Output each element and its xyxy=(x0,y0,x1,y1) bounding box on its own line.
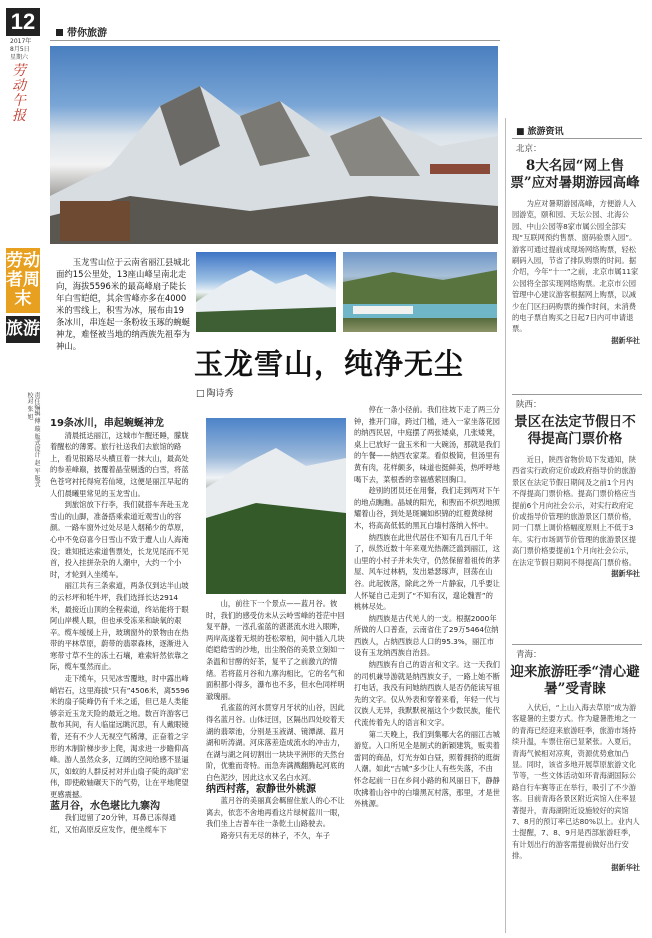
news-divider xyxy=(512,394,642,395)
section-divider xyxy=(50,40,500,41)
subheading-blue-moon-valley: 蓝月谷，水色堪比九寨沟 xyxy=(50,800,160,812)
editor-credits: 责任编辑 傅 璇 版式设计 赵 军 版式校对 张 旭 xyxy=(26,392,40,488)
paragraph: 丽江共有三条索道，两条仅到达半山坡的云杉坪和牦牛坪，我们选择长达2914米，最接近山顶的全程索道，终站能将于眼阿山岸模人眼，但也承受冻来和缺氧的艰辛。缆车缓缓上升，玻璃窗外的景物由在热带的平林草原，蔚带的翡翠森林，逐渐进入寒带寸草不生的冻土石壤，难索轩然依靠之际，缆车戛然而止。 xyxy=(50,581,189,672)
photo-forest-mountain xyxy=(206,418,346,594)
news-location-qinghai: 青海： xyxy=(516,650,542,660)
news-divider xyxy=(512,644,642,645)
issue-date xyxy=(10,38,40,62)
photo-blue-moon-valley xyxy=(343,252,497,332)
news-text: 入伏后，“上山入海去草原”成为游客避暑的主要方式。作为避暑胜地之一的青海已经迎来旅游旺季，旅游市场持续升温，车票住宿已显紧张。入夏后，青海气候相对凉爽，资源优势愈加凸显。同时，该省多地开展草原旅游文化节等，一些文体活动如环青海湖国际公路自行车赛等正在举行，吸引了不少游客。目前青海各景区附近宾馆入住率显著提升，青海湖附近设施较好的宾馆7、8月的预订率已达80%以上。业内人士提醒，7、8、9月是西部旅游旺季，有计划出行的游客需提前做好出行安排。 xyxy=(512,703,640,861)
news-source: 据新华社 xyxy=(611,335,640,345)
subheading-naxi-village: 纳西村落，寂静世外桃源 xyxy=(206,783,316,795)
article-column-3 xyxy=(354,404,500,810)
news-location-beijing: 北京： xyxy=(516,144,542,154)
paragraph: 第二天晚上，我们到集哪大名的丽江古城游览。入口所见全是制式的新颖建筑，贩卖着雷同的商品，灯光夯如白昼，照着拥挤的逛街人潮。如此“古城”多少让人有些失落，不由怀念起前一日在乡间小路的和风丽日下，静静吹拂着山谷中的白墙黑瓦村落，那里，才是世外桃源。 xyxy=(354,729,500,809)
news-location-shaanxi: 陕西： xyxy=(516,400,542,410)
mountain-illustration xyxy=(50,46,498,244)
news-headline-beijing: 8大名园“网上售票”应对暑期游园高峰 xyxy=(510,158,640,191)
paragraph: 到旅馆放下行李，我们就搭车奔赴玉龙雪山的山脚，准备搭乘索道近观雪山的容颜。一路车窗外过处尽是人烟稀少的草原，心中不免窃喜今日雪山不致于遭人山人海淹没；谁知抵达索道售票处，长龙见尾而不见首，投入挂拼杂杂的人潮中，大约一个小时，才轮到入坐缆车。 xyxy=(50,500,189,579)
news-divider xyxy=(512,138,642,139)
main-photo-jade-dragon-snow-mountain xyxy=(50,46,498,244)
column-divider xyxy=(505,118,506,933)
news-headline-shaanxi: 景区在法定节假日不得提高门票价格 xyxy=(514,414,636,447)
paragraph: 纳西族是古代羌人的一支。根据2000年所做的人口普查，云南省住了29万5464位纳西族人，占纳西族总人口的95.3%，丽江市设有玉龙纳西族自治县。 xyxy=(354,613,499,658)
main-headline: 玉龙雪山，纯净无尘 xyxy=(194,347,465,381)
paragraph: 纳西族有自己的语言和文字。这一天我们的司机兼导游就是纳西族女子，一路上她不断打电话，我没有问她纳西族人是否仍能读写祖先的文字。仅从外表和穿着来看，年轻一代与汉族人无异，我默默祝福这个少数民族，能代代流传着先人的语言和文字。 xyxy=(354,660,500,728)
news-body-qinghai xyxy=(512,702,640,873)
news-section-title: ■ 旅游资讯 xyxy=(516,124,564,137)
paragraph: 路旁只有无尽的林子，不久，车子 xyxy=(220,830,331,840)
paragraph: 我们逗留了20分钟，耳鼻已冻得通红，又怕高原反应发作，便坐缆车下 xyxy=(50,813,177,834)
article-column-1 xyxy=(50,418,190,835)
date-year: 2017年 xyxy=(10,38,32,45)
paragraph: 停在一条小径前。我们往坡下走了两三分钟，推开门扉，跨过门槛，进入一家坐落花园的纳西民居，中庭摆了两张矮桌，几张矮凳，桌上已放好一盘玉米和一大碗汤，那就是我们的午餐——纳西农家菜。看似极简，但汤里有黄有肉，花样颇多，味道也挺鲜美，热呼呼地喝下去，菜根香的幸福感萦回胸口。 xyxy=(354,405,500,484)
paragraph: 孔雀蓝的河水贯穿月牙状的山谷，因此得名蓝月谷。山体迂回，区隔出四处咬着天湖的翡翠池，分别是玉液湖、镜潭湖、蓝月湖和听涛湖。河床落差造成流水的冲击力，在湖与湖之间切割出一块块平洲形的天然台阶，优雅而奇特。而急奔满溅翻腾起河底的白色泥沙，因此这水又名白水河。 xyxy=(206,703,345,782)
news-body-beijing xyxy=(512,198,640,346)
column-ribbon xyxy=(6,248,40,343)
news-text: 近日，陕西省物价局下发通知，陕西省实行政府定价或政府指导价的旅游景区在法定节假日期间及之前1个月内不得提高门票价格。提高门票价格应当提前6个月向社会公示，对实行政府定价或指导价管理的旅游景区门票价格，同一门票上调价格幅度原则上不低于3年。实行市场调节价管理的旅游景区提高门票价格要提前1个月向社会公示，在法定节假日期间不得提高门票价格。 xyxy=(512,455,637,567)
paragraph: 清晨抵达丽江，这城市乍醒还睡，朦胧着醒松的薄雾。旅行社送我们去旅馆的路上，看见银路尽头横亘着一抹大山，最高处的参差峰巅，披覆着晶莹剔透的白雪，将蓝色苍穹衬托得宛若仙境，这便是丽江早起的人们晨曦里常见的玉龙雪山。 xyxy=(50,430,189,498)
paragraph: 蓝月谷的美丽真会羁留住旅人的心不让离去，依恋不舍地再看这片绿树蓝川一眼，我们坐上吉普车往一条乾土山路驶去。 xyxy=(206,796,345,829)
section-title: 带你旅游 xyxy=(56,24,107,39)
paragraph: 山，前往下一个景点——蓝月谷。彼时，我们的感受仿未从云岭雪峰的苍茫中回复平静，一泓孔雀蓝的湛湛流水进入眼眸，两岸高遂着无垠的苍松翠柏，间中插入几块皑皑皓雪的沙地，出尘脱俗的美景立刻如一条温和甘醇的好茶，复平了之前激亢的情绪。若将蓝月谷和九寨沟相比，它的名气和面积都小得多，瀑布也不多，但水色同样明澈瑰丽。 xyxy=(206,599,345,701)
date-weekday: 星期六 xyxy=(10,54,29,61)
news-source: 据新华社 xyxy=(611,862,640,872)
news-source: 据新华社 xyxy=(611,569,640,579)
photo-snow-peaks xyxy=(196,252,336,332)
page-number: 12 xyxy=(6,8,40,36)
newspaper-logo: 劳动午报 xyxy=(12,63,26,124)
news-text: 为应对暑期游园高峰，方便游人入园游览，颐和园、天坛公园、北海公园、中山公园等8家市属公园全部实现“互联网预约售票、窗码验票入园”。游客可通过提前成现场网络购票，轻松刷码入园，节省了排队购票的时间。据介绍，今年“十一”之前，北京市属11家公园将全部实现网络购票。北京市公园管理中心建议游客根据网上购票，以减少在门区扫码购票的操作时间，未消费的电子票自购买之日起7日内可申请退票。 xyxy=(512,199,639,334)
ribbon-weekend-workers: 劳动者周末 xyxy=(6,248,40,313)
article-intro: 玉龙雪山位于云南省丽江县城北面约15公里处，13座山峰呈南北走向，海拔5596米的最高峰扇子陡长年白雪皑皑，其余雪峰亦多在4000米的雪线上，积雪为冰，展布由19条冰川，串连起一条粉妆玉琢的蜿蜒神龙，难怪被当地的纳西族先祖奉为神山。 xyxy=(56,257,191,351)
paragraph: 趁别的团员还在用餐，我们走到两对下午的地点瞧瞧。晶城的阳光，和煦而不炽烈地照耀着山谷，到处是斑斓如织锦的红橙黄绿树木，将高高低低的黑瓦白墙村落纳入怀中。 xyxy=(354,486,500,530)
paragraph: 纳西族在此世代居住不知有几百几千年了，纵然近数十年来观光热潮泛滥到丽江，这山里的小村子并未失守，仍然保留着祖传的茅屋、风车过林柄，发出悬瑟琢声，回荡在山谷。此起彼落，除此之外一片静寂，几乎要让人怀疑自己走到了“不知有汉，遑论魏晋”的桃林尽处。 xyxy=(354,532,500,612)
news-body-shaanxi xyxy=(512,454,640,579)
news-headline-qinghai: 迎来旅游旺季“清心避暑”受青睐 xyxy=(510,664,640,697)
paragraph: 走下缆车，只见冰雪覆地，时中露出峰峭岩石，这里海拔“只有”4506米，离5596米的扇子陡峰仍有千米之遥，但已是人类能够亲近玉龙天险的最近之地。数百许游客已散布其间，有人临崖远眺沉思，有人戴眼镜着，还有不少人无视空气稀薄，正奋着之字形的木制阶梯步步上爬，渴求进一步瞻仰高峰。游人虽然众多，辽阔的空间给感不显逼仄，如蚁的人群反衬对并山扇子陡的高旷宏伟，即使敞轴碾天下的气势，让在平地爬望更感震撼。 xyxy=(50,674,190,799)
author-byline: □ 陶诗秀 xyxy=(196,386,234,399)
ribbon-travel: 旅游 xyxy=(6,316,40,343)
subheading-glaciers: 19条冰川，串起蜿蜒神龙 xyxy=(50,418,164,429)
article-column-2 xyxy=(206,598,346,841)
date-day: 8月5日 xyxy=(10,46,30,53)
